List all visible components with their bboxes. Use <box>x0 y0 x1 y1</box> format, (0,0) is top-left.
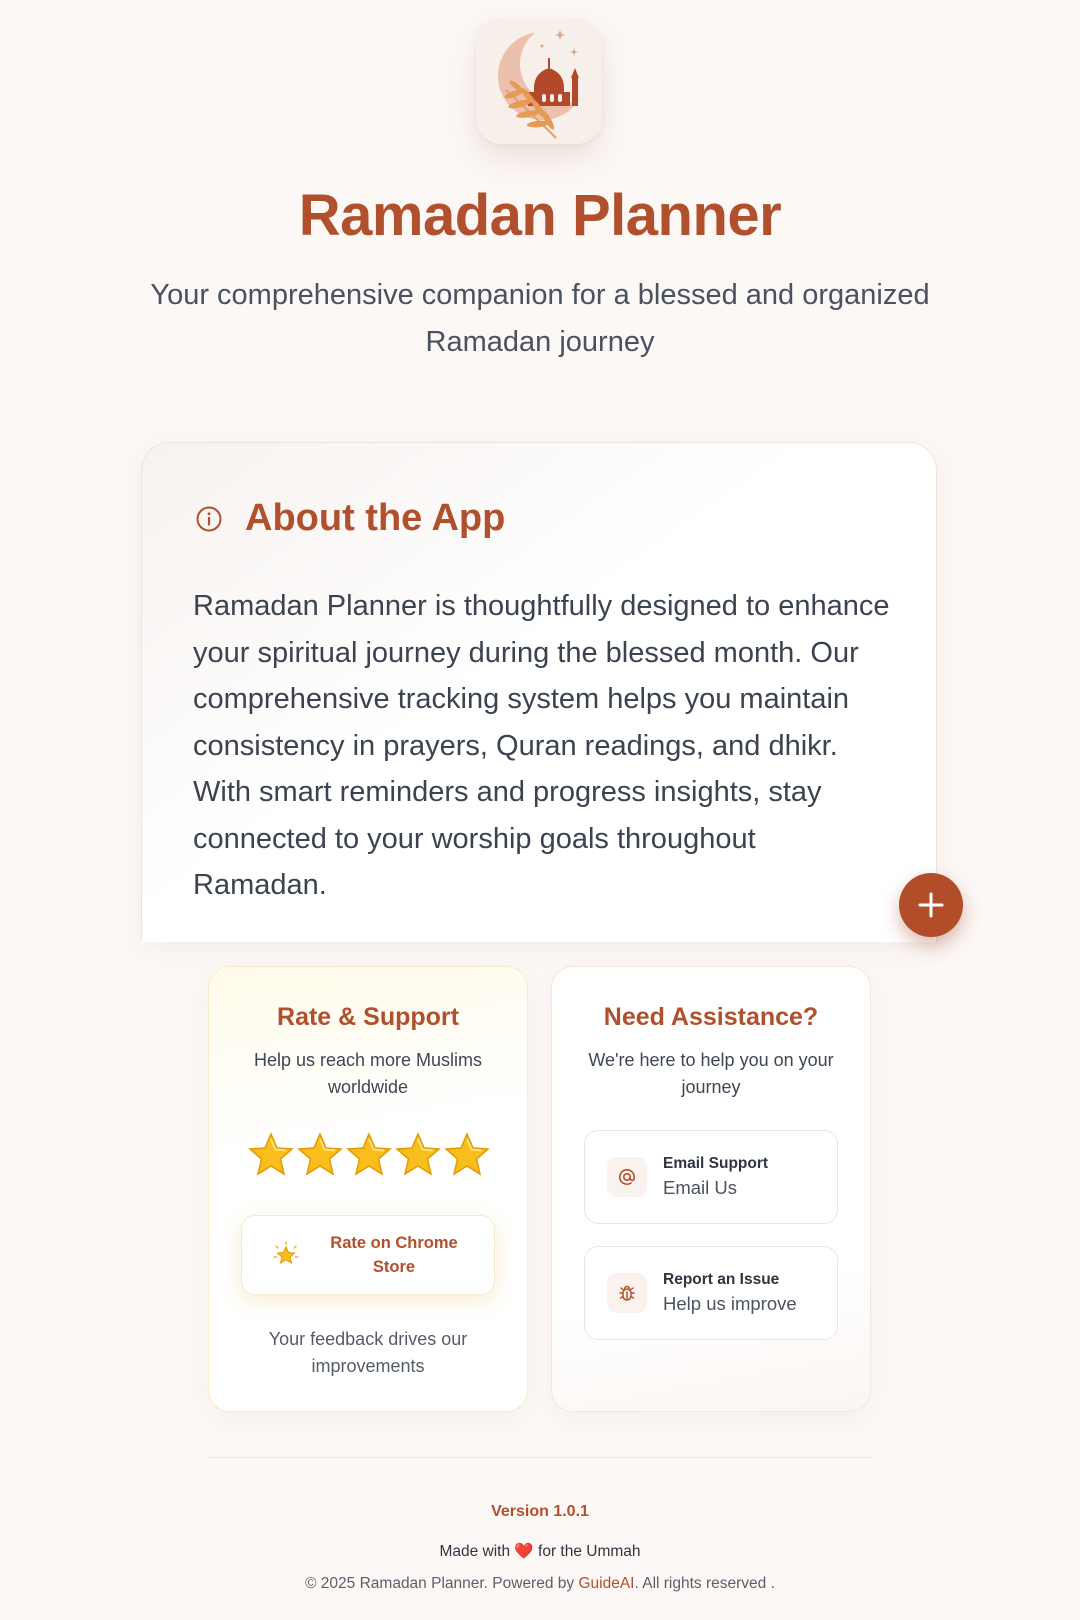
app-subtitle: Your comprehensive companion for a blessed and organized Ramadan journey <box>150 279 930 358</box>
add-button[interactable] <box>899 873 963 937</box>
about-header <box>195 497 505 540</box>
rate-button-label: Rate on Chrome Store <box>330 1234 458 1276</box>
rate-card-title: Rate & Support <box>277 1003 459 1031</box>
report-issue-subtitle: Help us improve <box>663 1293 797 1314</box>
rate-support-card <box>208 966 528 1412</box>
copyright-suffix: . All rights reserved . <box>634 1575 775 1592</box>
footer-divider <box>208 1457 872 1458</box>
info-icon <box>195 505 223 533</box>
star-icon[interactable] <box>247 1131 295 1179</box>
star-icon[interactable] <box>443 1131 491 1179</box>
guideai-link[interactable]: GuideAI <box>578 1575 635 1592</box>
assist-card-subtitle: We're here to help you on your journey <box>588 1050 834 1097</box>
star-icon[interactable] <box>394 1131 442 1179</box>
version-label: Version 1.0.1 <box>491 1503 589 1520</box>
made-with-line <box>0 1542 1080 1561</box>
email-support-button[interactable] <box>584 1130 838 1224</box>
bug-icon <box>607 1273 647 1313</box>
about-description: Ramadan Planner is thoughtfully designed to enhance your spiritual journey during the blessed month. Our comprehensive tracking system helps you maintain consistency in prayers, Quran readings, and dhikr. With smart reminders and progress insights, stay connected to your worship goals throughout Ramadan. <box>193 590 890 901</box>
star-icon[interactable] <box>345 1131 393 1179</box>
star-rating[interactable] <box>247 1131 491 1181</box>
copyright-line <box>0 1575 1080 1593</box>
need-assistance-card <box>551 966 871 1412</box>
about-title: About the App <box>245 497 506 539</box>
at-sign-icon <box>607 1157 647 1197</box>
email-support-title: Email Support <box>663 1155 769 1172</box>
feedback-note: Your feedback drives our improvements <box>268 1329 468 1376</box>
rate-card-subtitle: Help us reach more Muslims worldwide <box>253 1050 483 1097</box>
report-issue-button[interactable] <box>584 1246 838 1340</box>
made-with-suffix: for the Ummah <box>538 1543 641 1560</box>
assist-card-title: Need Assistance? <box>603 1003 819 1031</box>
star-icon[interactable] <box>296 1131 344 1179</box>
made-with-prefix: Made with <box>439 1543 511 1560</box>
copyright-prefix: © 2025 Ramadan Planner. Powered by <box>305 1575 575 1592</box>
mosque-crescent-logo-icon <box>476 18 602 144</box>
heart-icon: ❤️ <box>514 1543 534 1560</box>
star-burst-icon <box>272 1241 300 1269</box>
app-title: Ramadan Planner <box>298 183 782 248</box>
report-issue-title: Report an Issue <box>663 1271 780 1288</box>
email-support-subtitle: Email Us <box>663 1177 738 1198</box>
rate-on-chrome-store-button[interactable] <box>241 1215 495 1295</box>
about-card <box>141 442 937 942</box>
plus-icon <box>916 890 946 920</box>
